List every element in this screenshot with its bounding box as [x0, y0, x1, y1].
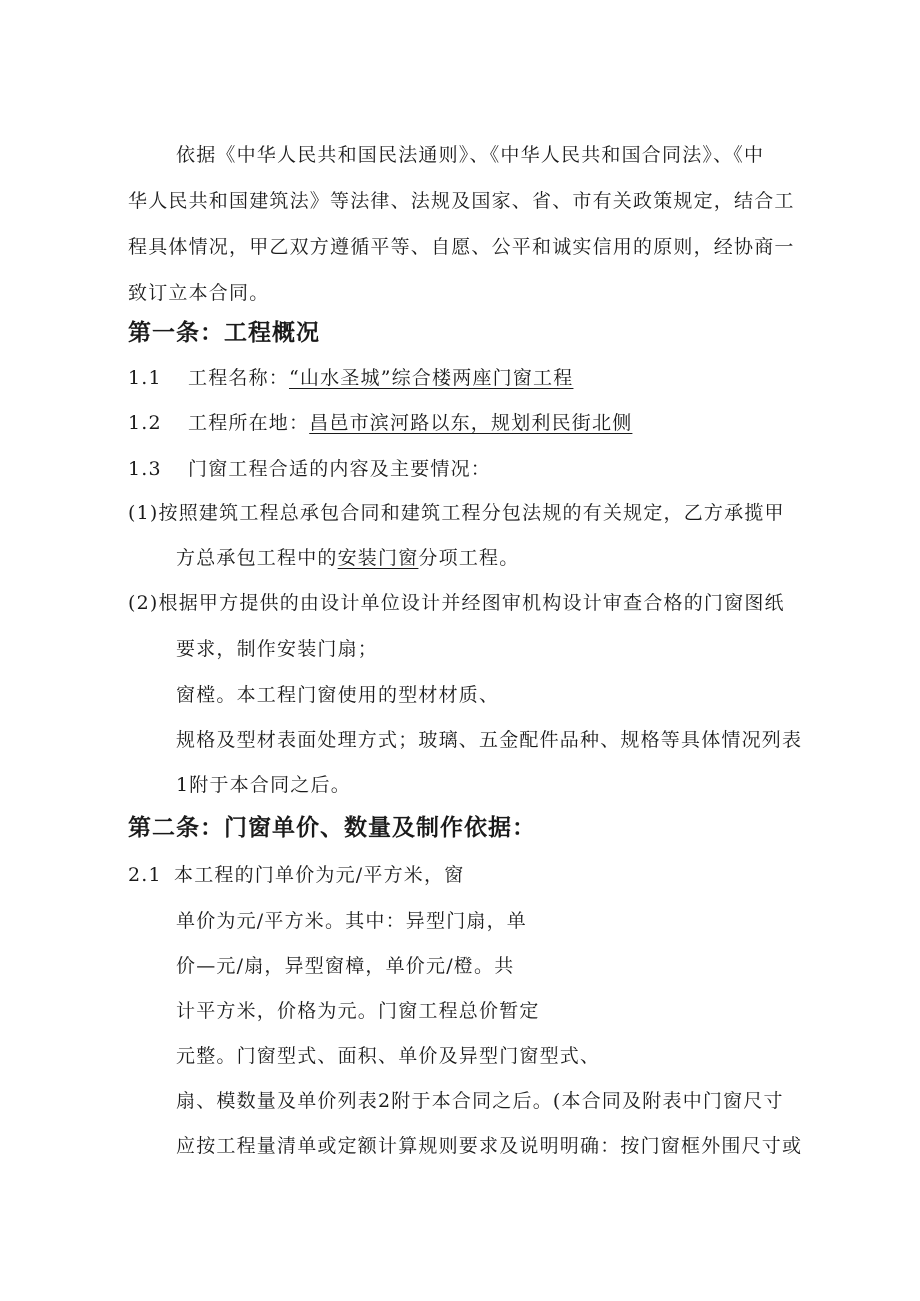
intro-line-1: 依据《中华人民共和国民法通则》、《中华人民共和国合同法》、《中	[176, 144, 765, 166]
item-1-2	[128, 410, 632, 436]
item-1-2-label: 工程所在地：	[188, 412, 310, 434]
item-1-2-number: 1.2	[128, 412, 162, 434]
sub-item-2-marker: (2)	[128, 592, 159, 614]
article-2-heading: 第二条：门窗单价、数量及制作依据：	[128, 815, 536, 841]
sub-item-1-text-post: 分项工程。	[418, 547, 520, 569]
item-2-1-line-4: 计平方米，价格为元。门窗工程总价暂定	[176, 1000, 540, 1022]
sub-item-1-text-pre: 方总承包工程中的	[176, 547, 338, 569]
intro-line-3: 程具体情况，甲乙双方遵循平等、自愿、公平和诚实信用的原则，经协商一	[128, 236, 795, 258]
sub-item-1-line-1	[128, 500, 785, 526]
item-2-1-line-3: 价—元/扇，异型窗樟，单价元/橙。共	[176, 955, 515, 977]
sub-item-1-marker: (1)	[128, 502, 159, 524]
item-2-1-line-2: 单价为元/平方米。其中：异型门扇，单	[176, 910, 528, 932]
article-1-heading: 第一条：工程概况	[128, 320, 320, 346]
item-1-3	[128, 456, 491, 482]
item-2-1-line-1	[128, 862, 464, 888]
sub-item-2-line-5: 1附于本合同之后。	[176, 774, 351, 796]
sub-item-2-line-3: 窗樘。本工程门窗使用的型材材质、	[176, 684, 500, 706]
sub-item-1-underlined: 安装门窗	[337, 547, 419, 569]
item-2-1-line-6: 扇、模数量及单价列表2附于本合同之后。(本合同及附表中门窗尺寸	[176, 1090, 784, 1112]
item-2-1-text: 本工程的门单价为元/平方米，窗	[174, 864, 465, 886]
item-1-1	[128, 365, 573, 391]
sub-item-2-line-4: 规格及型材表面处理方式；玻璃、五金配件品种、规格等具体情况列表	[176, 729, 803, 751]
item-2-1-number: 2.1	[128, 864, 162, 886]
sub-item-1-text: 按照建筑工程总承包合同和建筑工程分包法规的有关规定，乙方承揽甲	[158, 502, 785, 524]
sub-item-2-line-1	[128, 590, 785, 616]
sub-item-1-line-2	[176, 545, 519, 571]
sub-item-2-text: 根据甲方提供的由设计单位设计并经图审机构设计审查合格的门窗图纸	[158, 592, 785, 614]
intro-line-2: 华人民共和国建筑法》等法律、法规及国家、省、市有关政策规定，结合工	[128, 190, 795, 212]
item-1-1-number: 1.1	[128, 367, 162, 389]
item-2-1-line-7: 应按工程量清单或定额计算规则要求及说明明确：按门窗框外围尺寸或	[176, 1135, 803, 1157]
item-1-1-label: 工程名称：	[188, 367, 290, 389]
item-1-3-number: 1.3	[128, 458, 162, 480]
item-2-1-line-5: 元整。门窗型式、面积、单价及异型门窗型式、	[176, 1045, 601, 1067]
item-1-3-text: 门窗工程合适的内容及主要情况：	[188, 458, 492, 480]
item-1-1-value: “山水圣城”综合楼两座门窗工程	[289, 367, 574, 389]
sub-item-2-line-2: 要求，制作安装门扇；	[176, 638, 379, 660]
item-1-2-value: 昌邑市滨河路以东，规划利民街北侧	[309, 412, 633, 434]
intro-line-4: 致订立本合同。	[128, 282, 270, 304]
